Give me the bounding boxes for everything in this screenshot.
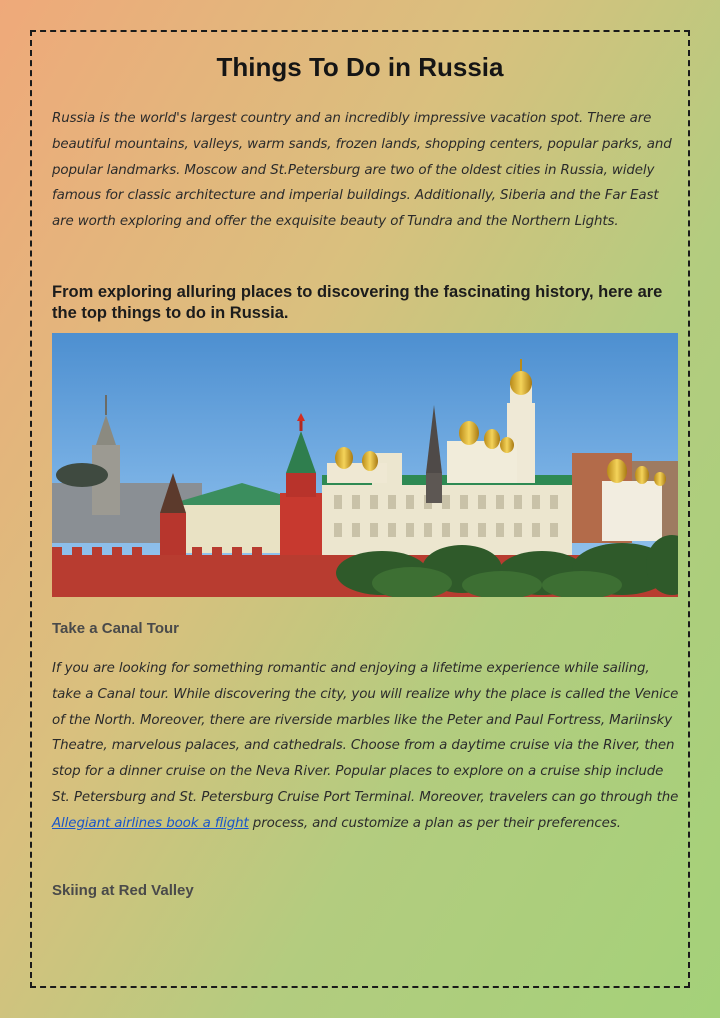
section-heading-canal-tour: Take a Canal Tour bbox=[52, 620, 179, 637]
canal-tour-text-end: process, and customize a plan as per their preferences. bbox=[248, 815, 621, 831]
intro-paragraph: Russia is the world's largest country and an incredibly impressive vacation spot. There are beautiful mountains, valleys, warm sands, frozen lands, shopping centers, popular parks, and popular landmarks. Moscow and St.Petersburg are two of the oldest cities in Russia, widely famous for classic architecture and imperial buildings. Additionally, Siberia and the Far East are worth exploring and offer the exquisite beauty of Tundra and the Northern Lights. bbox=[52, 111, 672, 230]
page-title: Things To Do in Russia bbox=[216, 52, 504, 82]
canal-tour-paragraph bbox=[52, 656, 682, 837]
kremlin-photo bbox=[52, 333, 678, 597]
canal-tour-text: If you are looking for something romantic and enjoying a lifetime experience while sailing, take a Canal tour. While discovering the city, you will realize why the place is called the Venice of the North. Moreover, there are riverside marbles like the Peter and Paul Fortress, Mariinsky Theatre, marvelous palaces, and cathedrals. Choose from a daytime cruise via the River, then stop for a dinner cruise on the Neva River. Popular places to explore on a cruise ship include St. Petersburg and St. Petersburg Cruise Port Terminal. Moreover, travelers can go through the bbox=[52, 661, 679, 805]
lead-paragraph: From exploring alluring places to discovering the fascinating history, here are the top things to do in Russia. bbox=[52, 283, 663, 322]
section-heading-skiing: Skiing at Red Valley bbox=[52, 882, 194, 899]
allegiant-flight-link[interactable]: Allegiant airlines book a flight bbox=[52, 815, 249, 831]
